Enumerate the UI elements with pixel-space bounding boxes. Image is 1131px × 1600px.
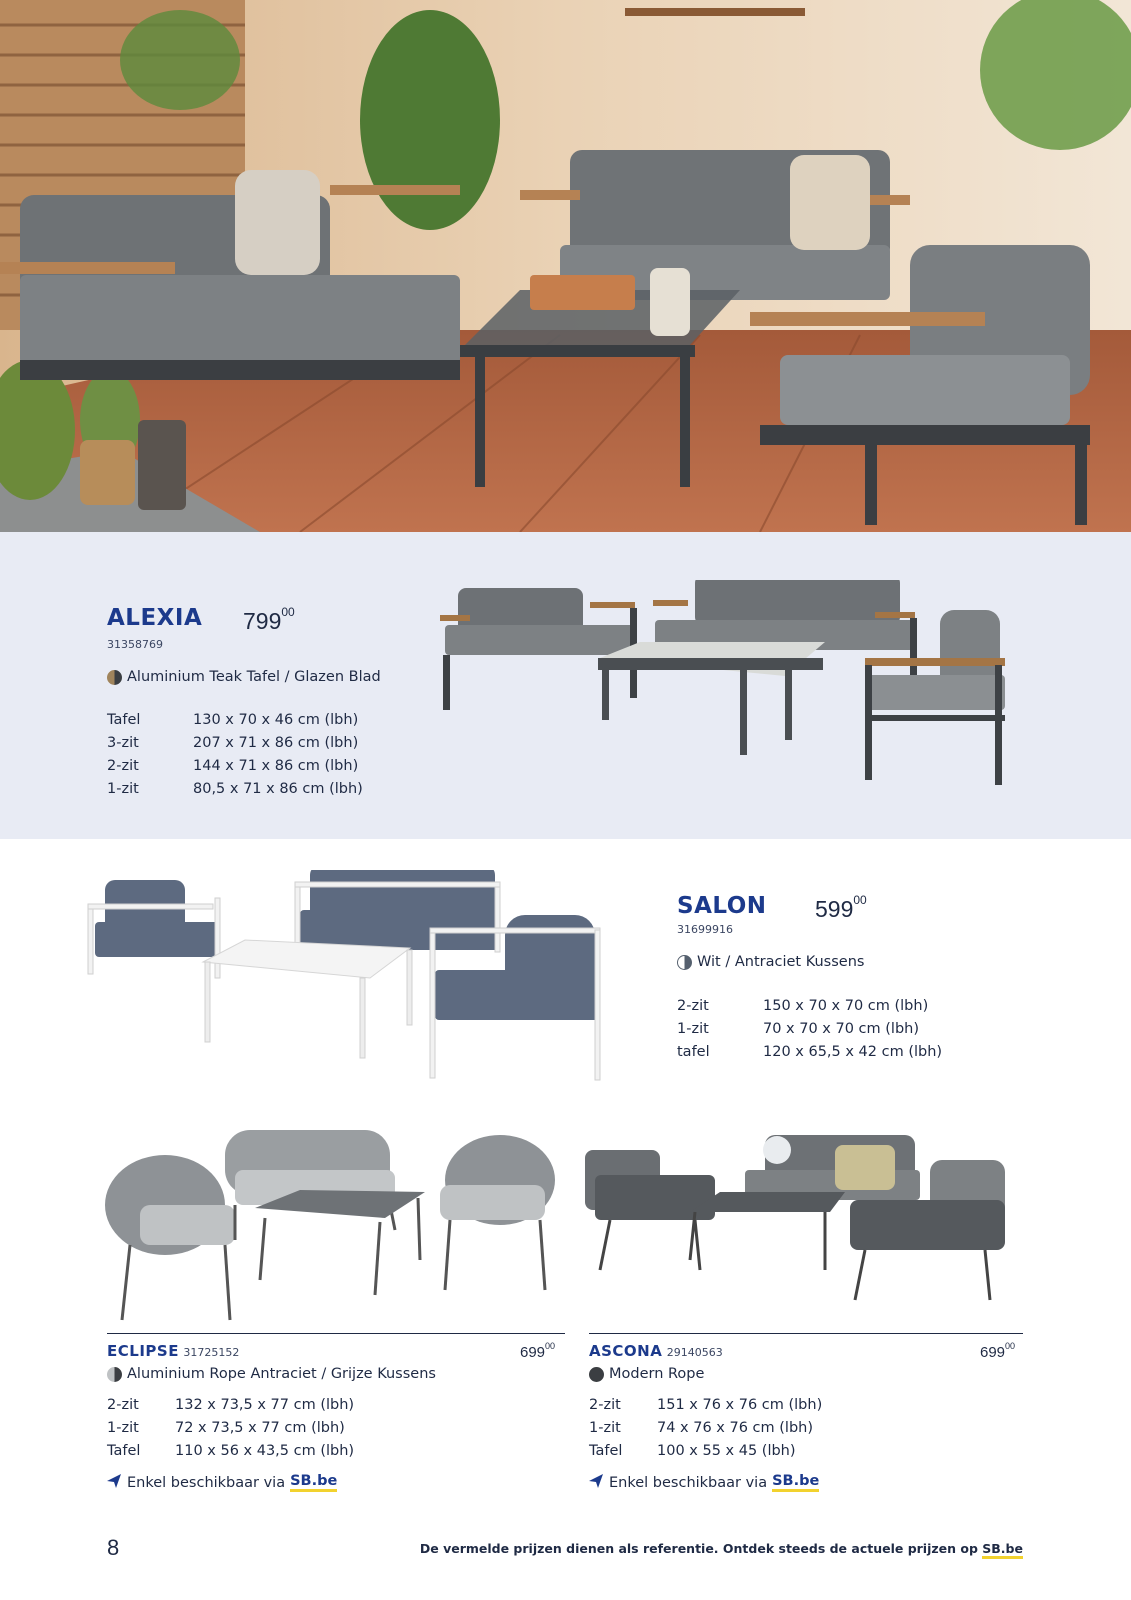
spec-key: tafel xyxy=(677,1044,710,1060)
half-circle-swatch-icon xyxy=(677,955,692,970)
spec-value: 207 x 71 x 86 cm (lbh) xyxy=(193,735,359,751)
eclipse-product-image xyxy=(100,1130,570,1330)
spec-value: 74 x 76 x 76 cm (lbh) xyxy=(657,1420,814,1436)
spec-value: 120 x 65,5 x 42 cm (lbh) xyxy=(763,1044,943,1060)
ascona-name: ASCONA xyxy=(589,1342,663,1360)
spec-row xyxy=(107,735,363,758)
spec-value: 110 x 56 x 43,5 cm (lbh) xyxy=(175,1443,355,1459)
color-swatch-icon xyxy=(589,1367,604,1382)
spec-row xyxy=(589,1420,822,1443)
ascona-price: $699^{00}$ xyxy=(980,1341,1016,1361)
spec-row xyxy=(677,1021,942,1044)
online-text: Enkel beschikbaar via xyxy=(127,1475,286,1491)
paper-plane-icon xyxy=(107,1474,121,1492)
salon-specs xyxy=(677,998,942,1067)
spec-value: 132 x 73,5 x 77 cm (lbh) xyxy=(175,1397,355,1413)
sb-be-link[interactable]: SB.be xyxy=(772,1474,819,1492)
half-circle-swatch-icon xyxy=(107,670,122,685)
spec-key: 3-zit xyxy=(107,735,139,751)
page-number: 8 xyxy=(107,1535,120,1560)
spec-row xyxy=(107,1443,354,1466)
spec-row xyxy=(677,1044,942,1067)
spec-row xyxy=(589,1443,822,1466)
spec-value: 144 x 71 x 86 cm (lbh) xyxy=(193,758,359,774)
spec-value: 100 x 55 x 45 (lbh) xyxy=(657,1443,796,1459)
spec-value: 70 x 70 x 70 cm (lbh) xyxy=(763,1021,920,1037)
spec-value: 72 x 73,5 x 77 cm (lbh) xyxy=(175,1420,345,1436)
eclipse-material xyxy=(107,1366,436,1382)
half-circle-swatch-icon xyxy=(107,1367,122,1382)
spec-key: 1-zit xyxy=(589,1420,621,1436)
spec-key: 2-zit xyxy=(677,998,709,1014)
spec-row xyxy=(107,1397,354,1420)
salon-material-text: Wit / Antraciet Kussens xyxy=(697,954,865,970)
online-text: Enkel beschikbaar via xyxy=(609,1475,768,1491)
footer-note-text: De vermelde prijzen dienen als referentie. Ontdek steeds de actuele prijzen op xyxy=(419,1541,978,1556)
spec-row xyxy=(589,1397,822,1420)
spec-key: 1-zit xyxy=(107,1420,139,1436)
spec-row xyxy=(107,712,363,735)
salon-name: SALON xyxy=(677,893,767,919)
ascona-title xyxy=(589,1342,723,1360)
spec-value: 150 x 70 x 70 cm (lbh) xyxy=(763,998,929,1014)
spec-row xyxy=(677,998,942,1021)
salon-product-image xyxy=(85,870,625,1120)
salon-article-number: 31699916 xyxy=(677,923,733,936)
spec-key: 1-zit xyxy=(677,1021,709,1037)
alexia-product-image xyxy=(440,580,1030,810)
eclipse-specs xyxy=(107,1397,354,1466)
ascona-article-number: 29140563 xyxy=(666,1346,723,1359)
ascona-online-note xyxy=(589,1474,819,1492)
eclipse-name: ECLIPSE xyxy=(107,1342,179,1360)
ascona-material-text: Modern Rope xyxy=(609,1366,705,1382)
spec-value: 130 x 70 x 46 cm (lbh) xyxy=(193,712,359,728)
spec-key: 2-zit xyxy=(107,758,139,774)
spec-key: Tafel xyxy=(107,1443,141,1459)
eclipse-online-note xyxy=(107,1474,337,1492)
alexia-name: ALEXIA xyxy=(107,605,203,631)
spec-key: 2-zit xyxy=(589,1397,621,1413)
ascona-divider xyxy=(589,1333,1023,1334)
eclipse-material-text: Aluminium Rope Antraciet / Grijze Kussens xyxy=(127,1366,436,1382)
alexia-material xyxy=(107,669,381,685)
sb-be-link[interactable]: SB.be xyxy=(290,1474,337,1492)
alexia-material-text: Aluminium Teak Tafel / Glazen Blad xyxy=(127,669,381,685)
spec-key: 2-zit xyxy=(107,1397,139,1413)
spec-key: Tafel xyxy=(589,1443,623,1459)
spec-key: Tafel xyxy=(107,712,141,728)
alexia-specs xyxy=(107,712,363,804)
eclipse-article-number: 31725152 xyxy=(183,1346,240,1359)
spec-row xyxy=(107,781,363,804)
spec-row xyxy=(107,758,363,781)
eclipse-divider xyxy=(107,1333,565,1334)
alexia-price: $799^{00}$ xyxy=(243,605,295,634)
spec-value: 151 x 76 x 76 cm (lbh) xyxy=(657,1397,823,1413)
ascona-material xyxy=(589,1366,704,1382)
footer-sb-be-link[interactable]: SB.be xyxy=(982,1541,1023,1559)
paper-plane-icon xyxy=(589,1474,603,1492)
salon-material xyxy=(677,954,864,970)
alexia-article-number: 31358769 xyxy=(107,638,163,651)
ascona-product-image xyxy=(585,1130,1025,1330)
footer-note xyxy=(420,1541,1023,1556)
eclipse-price: $699^{00}$ xyxy=(520,1341,556,1361)
spec-value: 80,5 x 71 x 86 cm (lbh) xyxy=(193,781,363,797)
salon-price: $599^{00}$ xyxy=(815,893,867,922)
spec-row xyxy=(107,1420,354,1443)
hero-photo xyxy=(0,0,1131,532)
spec-key: 1-zit xyxy=(107,781,139,797)
eclipse-title xyxy=(107,1342,239,1360)
ascona-specs xyxy=(589,1397,822,1466)
